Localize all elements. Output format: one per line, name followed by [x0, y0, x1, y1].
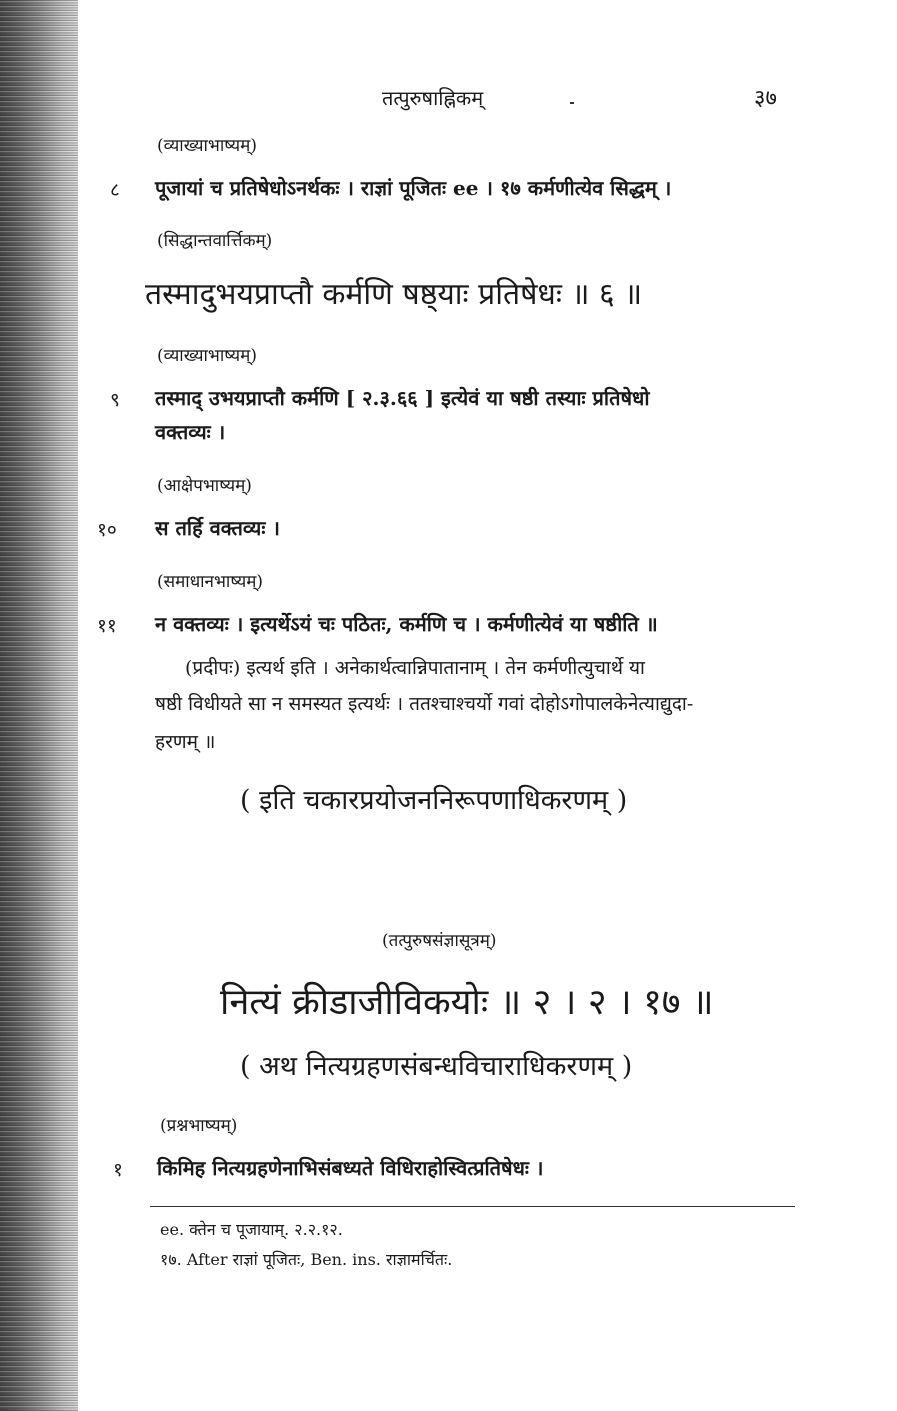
- sutra-heading: नित्यं क्रीडाजीविकयोः ॥ २ । २ । १७ ॥: [220, 982, 714, 1023]
- vartika-text: तस्मादुभयप्राप्तौ कर्मणि षष्ठ्याः प्रतिषेधः ॥ ६ ॥: [145, 277, 643, 312]
- line-number: ११: [97, 615, 117, 637]
- bhashya-line: वक्तव्यः ।: [155, 420, 226, 444]
- bhashya-line: किमिह नित्यग्रहणेनाभिसंबध्यते विधिराहोस्वित्प्रतिषेधः ।: [157, 1156, 544, 1180]
- scan-speck: [570, 102, 574, 104]
- line-number: ९: [110, 389, 120, 411]
- footnote: ee. क्तेन च पूजायाम्. २.२.१२.: [160, 1220, 343, 1239]
- section-label: (आक्षेपभाष्यम्): [157, 476, 252, 496]
- page-number: ३७: [754, 86, 777, 111]
- sutra-label: (तत्पुरुषसंज्ञासूत्रम्): [382, 931, 497, 951]
- bhashya-line: स तर्हि वक्तव्यः ।: [155, 516, 280, 540]
- section-label: (समाधानभाष्यम्): [157, 572, 264, 592]
- section-label: (प्रश्नभाष्यम्): [160, 1116, 238, 1136]
- line-number: १०: [97, 519, 117, 541]
- scan-binding-edge: [0, 0, 78, 1411]
- footnote: १७. After राज्ञां पूजितः, Ben. ins. राज्ञामर्चितः.: [160, 1250, 453, 1269]
- bhashya-line: तस्माद् उभयप्राप्तौ कर्मणि [ २.३.६६ ] इत्येवं या षष्ठी तस्याः प्रतिषेधो: [155, 386, 650, 410]
- adhikarana-heading: ( अथ नित्यग्रहणसंबन्धविचाराधिकरणम् ): [240, 1051, 633, 1082]
- pradipa-commentary: षष्ठी विधीयते सा न समस्यत इत्यर्थः । ततश्चाश्चर्यो गवां दोहोऽगोपालकेनेत्याद्युदा-: [155, 693, 694, 715]
- running-title: तत्पुरुषाह्निकम्: [382, 86, 484, 110]
- line-number: ८: [110, 179, 120, 201]
- bhashya-line: पूजायां च प्रतिषेधोऽनर्थकः । राज्ञां पूजितः ee । १७ कर्मणीत्येव सिद्धम् ।: [155, 176, 672, 200]
- line-number: १: [113, 1159, 123, 1181]
- pradipa-commentary: हरणम् ॥: [155, 731, 216, 753]
- footnote-rule: [150, 1206, 795, 1207]
- bhashya-line: न वक्तव्यः । इत्यर्थेऽयं चः पठितः, कर्मणि च । कर्मणीत्येवं या षष्ठीति ॥: [155, 612, 658, 636]
- section-label: (व्याख्याभाष्यम्): [157, 136, 257, 156]
- adhikarana-colophon: ( इति चकारप्रयोजननिरूपणाधिकरणम् ): [240, 785, 628, 816]
- section-label: (व्याख्याभाष्यम्): [157, 346, 257, 366]
- section-label: (सिद्धान्तवार्त्तिकम्): [157, 231, 273, 251]
- pradipa-commentary: (प्रदीपः) इत्यर्थ इति । अनेकार्थत्वान्निपातानाम् । तेन कर्मणीत्युचार्थे या: [185, 657, 645, 679]
